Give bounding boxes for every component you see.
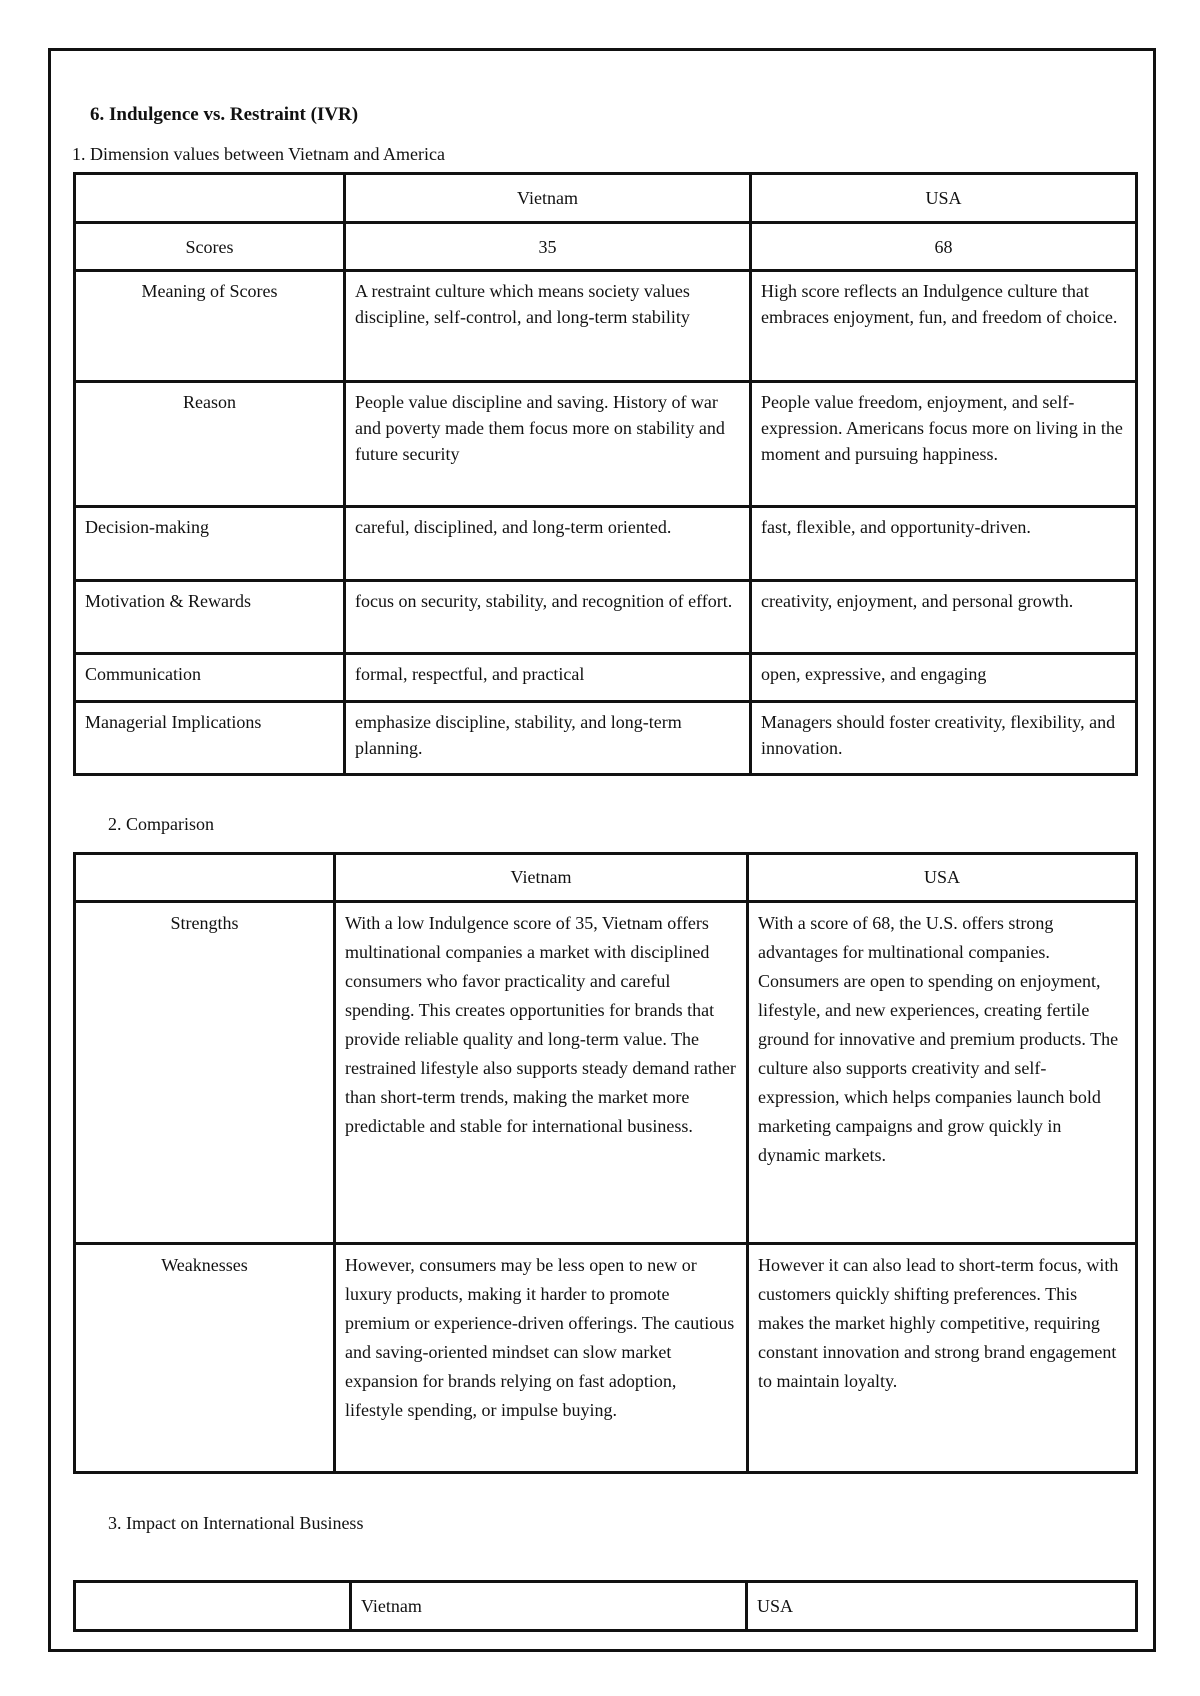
usa-cell: creativity, enjoyment, and personal growth. <box>751 581 1137 654</box>
row-label: Communication <box>75 654 345 702</box>
header-cell-vietnam: Vietnam <box>335 854 748 902</box>
row-label: Motivation & Rewards <box>75 581 345 654</box>
row-label: Strengths <box>75 902 335 1244</box>
usa-cell: open, expressive, and engaging <box>751 654 1137 702</box>
impact-table <box>73 1580 1138 1632</box>
usa-cell: 68 <box>751 223 1137 271</box>
row-label: Scores <box>75 223 345 271</box>
header-cell-vietnam: Vietnam <box>345 174 751 223</box>
row-label: Decision-making <box>75 507 345 581</box>
vietnam-cell: However, consumers may be less open to new or luxury products, making it harder to promote premium or experience-driven offerings. The cautious and saving-oriented mindset can slow market expansion for brands relying on fast adoption, lifestyle spending, or impulse buying. <box>335 1244 748 1473</box>
header-cell-usa: USA <box>748 854 1137 902</box>
vietnam-cell: A restraint culture which means society values discipline, self-control, and long-term stability <box>345 271 751 382</box>
vietnam-cell: careful, disciplined, and long-term oriented. <box>345 507 751 581</box>
header-cell-vietnam: Vietnam <box>351 1582 747 1631</box>
vietnam-cell: focus on security, stability, and recognition of effort. <box>345 581 751 654</box>
vietnam-cell: formal, respectful, and practical <box>345 654 751 702</box>
usa-cell: However it can also lead to short-term focus, with customers quickly shifting preferences. This makes the market highly competitive, requiring constant innovation and strong brand engagement to maintain loyalty. <box>748 1244 1137 1473</box>
usa-cell: High score reflects an Indulgence culture that embraces enjoyment, fun, and freedom of choice. <box>751 271 1137 382</box>
header-cell-empty <box>75 1582 351 1631</box>
vietnam-cell: 35 <box>345 223 751 271</box>
table-row <box>75 507 1137 581</box>
table-row <box>75 654 1137 702</box>
table-header-row <box>75 1582 1137 1631</box>
row-label: Meaning of Scores <box>75 271 345 382</box>
table-header-row <box>75 854 1137 902</box>
dimension-values-table <box>73 172 1138 776</box>
section1-title: 1. Dimension values between Vietnam and America <box>72 144 445 164</box>
header-cell-usa: USA <box>747 1582 1137 1631</box>
vietnam-cell: emphasize discipline, stability, and long-term planning. <box>345 702 751 775</box>
row-label: Managerial Implications <box>75 702 345 775</box>
comparison-table <box>73 852 1138 1474</box>
header-cell-empty <box>75 174 345 223</box>
vietnam-cell: People value discipline and saving. History of war and poverty made them focus more on stability and future security <box>345 382 751 507</box>
section2-title: 2. Comparison <box>108 814 214 834</box>
usa-cell: People value freedom, enjoyment, and self-expression. Americans focus more on living in the moment and pursuing happiness. <box>751 382 1137 507</box>
table-header-row <box>75 174 1137 223</box>
usa-cell: fast, flexible, and opportunity-driven. <box>751 507 1137 581</box>
table-row <box>75 271 1137 382</box>
usa-cell: With a score of 68, the U.S. offers strong advantages for multinational companies. Consumers are open to spending on enjoyment, lifestyle, and new experiences, creating fertile ground for innovative and premium products. The culture also supports creativity and self-expression, which helps companies launch bold marketing campaigns and grow quickly in dynamic markets. <box>748 902 1137 1244</box>
row-label: Weaknesses <box>75 1244 335 1473</box>
vietnam-cell: With a low Indulgence score of 35, Vietnam offers multinational companies a market with disciplined consumers who favor practicality and careful spending. This creates opportunities for brands that provide reliable quality and long-term value. The restrained lifestyle also supports steady demand rather than short-term trends, making the market more predictable and stable for international business. <box>335 902 748 1244</box>
table-row <box>75 1244 1137 1473</box>
usa-cell: Managers should foster creativity, flexibility, and innovation. <box>751 702 1137 775</box>
table-row <box>75 702 1137 775</box>
table-row <box>75 223 1137 271</box>
row-label: Reason <box>75 382 345 507</box>
header-cell-empty <box>75 854 335 902</box>
section3-title: 3. Impact on International Business <box>108 1513 364 1533</box>
table-row <box>75 902 1137 1244</box>
header-cell-usa: USA <box>751 174 1137 223</box>
table-row <box>75 382 1137 507</box>
page-title: 6. Indulgence vs. Restraint (IVR) <box>90 104 359 125</box>
table-row <box>75 581 1137 654</box>
